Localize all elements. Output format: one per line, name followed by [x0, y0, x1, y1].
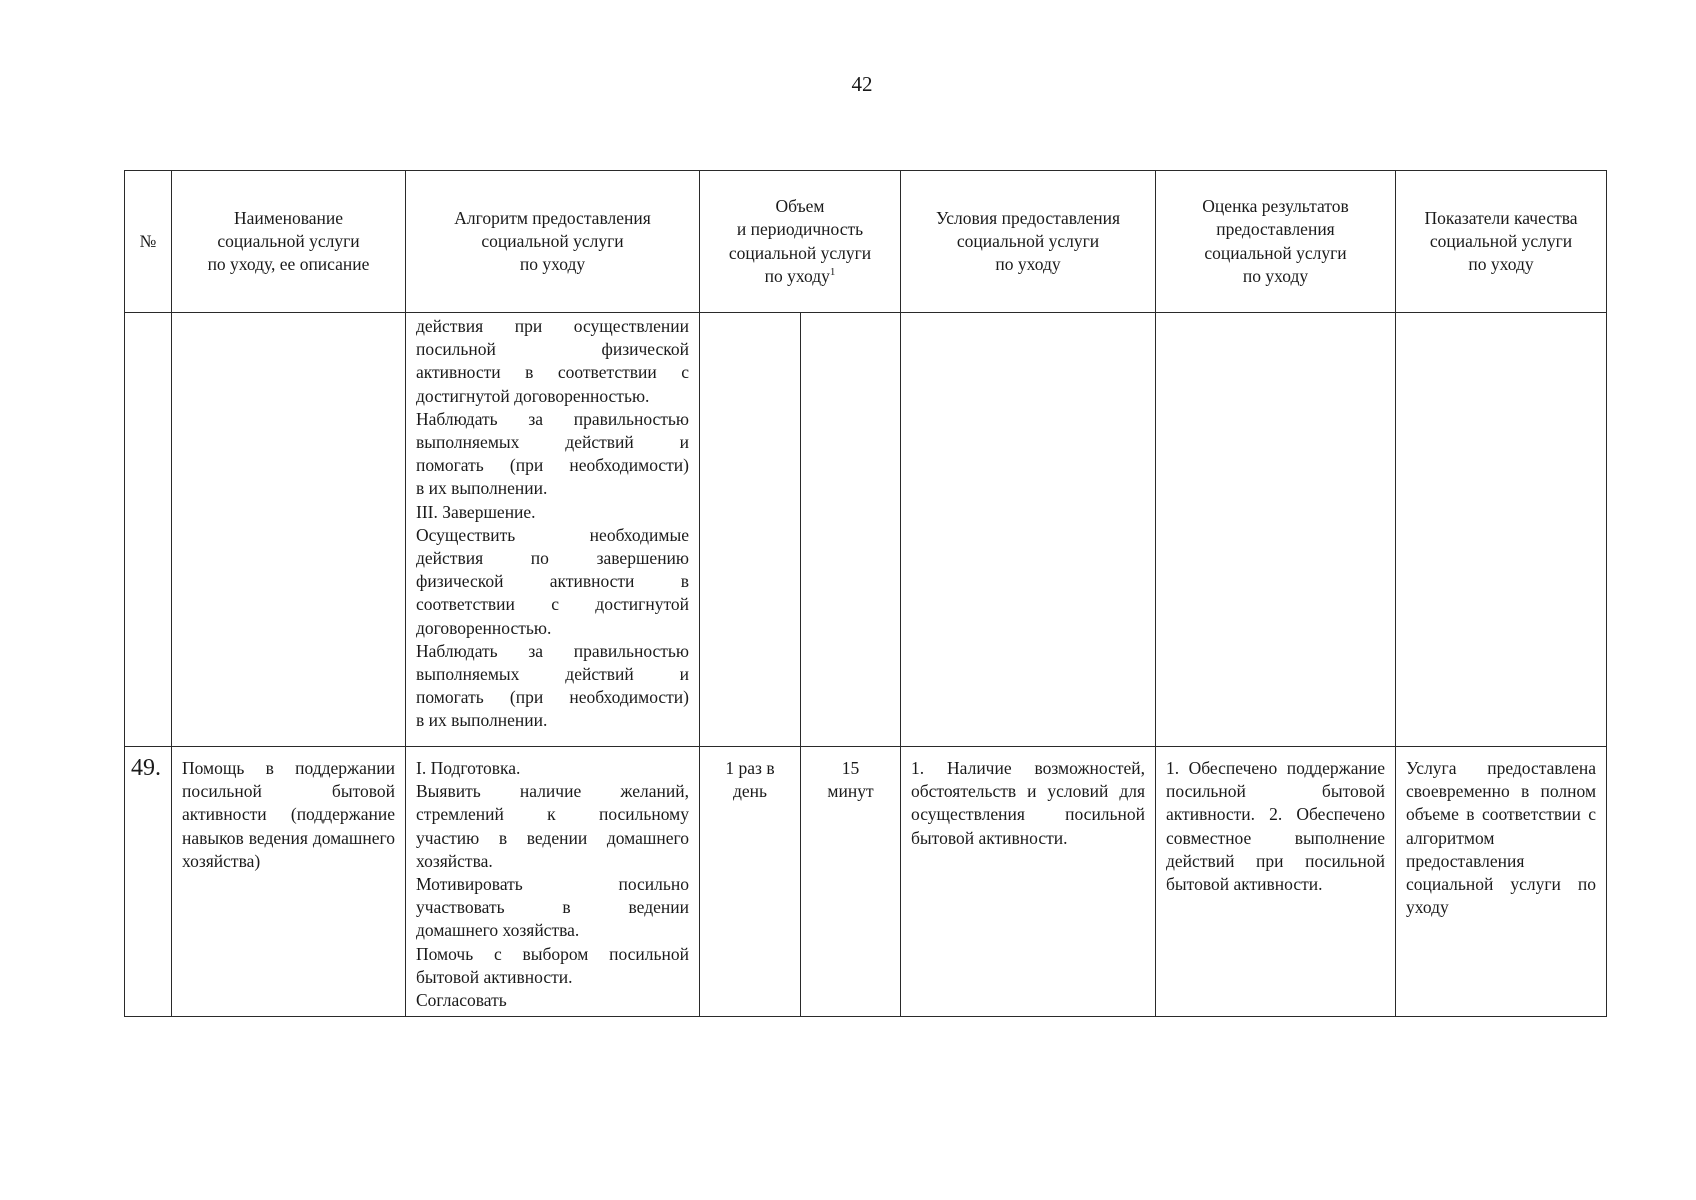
footnote-marker: 1 [829, 265, 836, 278]
service-name-text: Помощь в поддержании посильной бытовой активности (поддержание навыков ведения домашнего хозяйства) [182, 758, 395, 871]
algorithm-line: домашнего хозяйства. [416, 920, 580, 941]
table-row-49 [125, 747, 1607, 1017]
header-number: № [125, 171, 172, 313]
algorithm-line: физической активности в [416, 571, 689, 592]
algorithm-line: стремлений к посильному [416, 804, 689, 825]
algorithm-line: Согласовать [416, 990, 507, 1011]
page-number: 42 [851, 72, 873, 96]
cell-algorithm [406, 313, 700, 747]
cell-evaluation [1156, 313, 1396, 747]
algorithm-line: бытовой активности. [416, 966, 573, 987]
services-table [124, 170, 1607, 1017]
algorithm-line: хозяйства. [416, 850, 493, 871]
algorithm-line: в их выполнении. [416, 478, 548, 499]
cell-algorithm [406, 747, 700, 1017]
algorithm-line: участвовать в ведении [416, 897, 689, 918]
cell-periodicity [700, 313, 801, 747]
header-volume-periodicity: Объем и периодичность социальной услуги по уходу$^1$ [700, 171, 901, 313]
algorithm-line: договоренностью. [416, 617, 552, 638]
algorithm-text [406, 313, 699, 737]
algorithm-line: Наблюдать за правильностью [416, 640, 689, 661]
periodicity-text: 1 раз в день [725, 758, 775, 802]
algorithm-line: Мотивировать посильно [416, 874, 689, 895]
cell-number [125, 313, 172, 747]
algorithm-line: Осуществить необходимые [416, 524, 689, 545]
algorithm-line: в их выполнении. [416, 710, 548, 731]
algorithm-line: Наблюдать за правильностью [416, 408, 689, 429]
cell-number: 49. [125, 747, 172, 1017]
table-row-continuation [125, 313, 1607, 747]
volume-text: 15 минут [827, 758, 874, 802]
cell-quality [1396, 747, 1607, 1017]
header-evaluation: Оценка результатов предоставления социальной услуги по уходу [1156, 171, 1396, 313]
algorithm-line: III. Завершение. [416, 501, 536, 522]
algorithm-line: посильной физической [416, 339, 689, 360]
cell-volume [801, 313, 901, 747]
header-algorithm: Алгоритм предоставления социальной услуги по уходу [406, 171, 700, 313]
evaluation-text: 1. Обеспечено поддержание посильной бытовой активности. 2. Обеспечено совместное выполнение действий при посильной бытовой активности. [1166, 758, 1386, 895]
algorithm-line: I. Подготовка. [416, 758, 521, 778]
algorithm-line: соответствии с достигнутой [416, 594, 689, 615]
algorithm-line: помогать (при необходимости) [416, 687, 689, 708]
conditions-text: 1. Наличие возможностей, обстоятельств и условий для осуществления посильной бытовой активности. [911, 758, 1146, 848]
algorithm-text [406, 747, 699, 1016]
algorithm-line: активности в соответствии с [416, 362, 689, 383]
header-quality: Показатели качества социальной услуги по уходу [1396, 171, 1607, 313]
algorithm-line: достигнутой договоренностью. [416, 385, 650, 406]
cell-service-name [172, 747, 406, 1017]
cell-conditions [901, 313, 1156, 747]
algorithm-line: Выявить наличие желаний, [416, 781, 689, 802]
header-conditions: Условия предоставления социальной услуги по уходу [901, 171, 1156, 313]
cell-conditions [901, 747, 1156, 1017]
table-header-row [125, 171, 1607, 313]
cell-quality [1396, 313, 1607, 747]
cell-periodicity [700, 747, 801, 1017]
header-service-name: Наименование социальной услуги по уходу, ее описание [172, 171, 406, 313]
algorithm-line: выполняемых действий и [416, 432, 689, 453]
algorithm-line: Помочь с выбором посильной [416, 943, 689, 964]
cell-volume [801, 747, 901, 1017]
algorithm-line: выполняемых действий и [416, 664, 689, 685]
quality-text: Услуга предоставлена своевременно в полном объеме в соответствии с алгоритмом предоставления социальной услуги по уходу [1406, 758, 1597, 918]
algorithm-line: действия при осуществлении [416, 316, 689, 336]
cell-evaluation [1156, 747, 1396, 1017]
algorithm-line: участию в ведении домашнего [416, 827, 689, 848]
algorithm-line: действия по завершению [416, 548, 689, 569]
algorithm-line: помогать (при необходимости) [416, 455, 689, 476]
cell-service-name [172, 313, 406, 747]
